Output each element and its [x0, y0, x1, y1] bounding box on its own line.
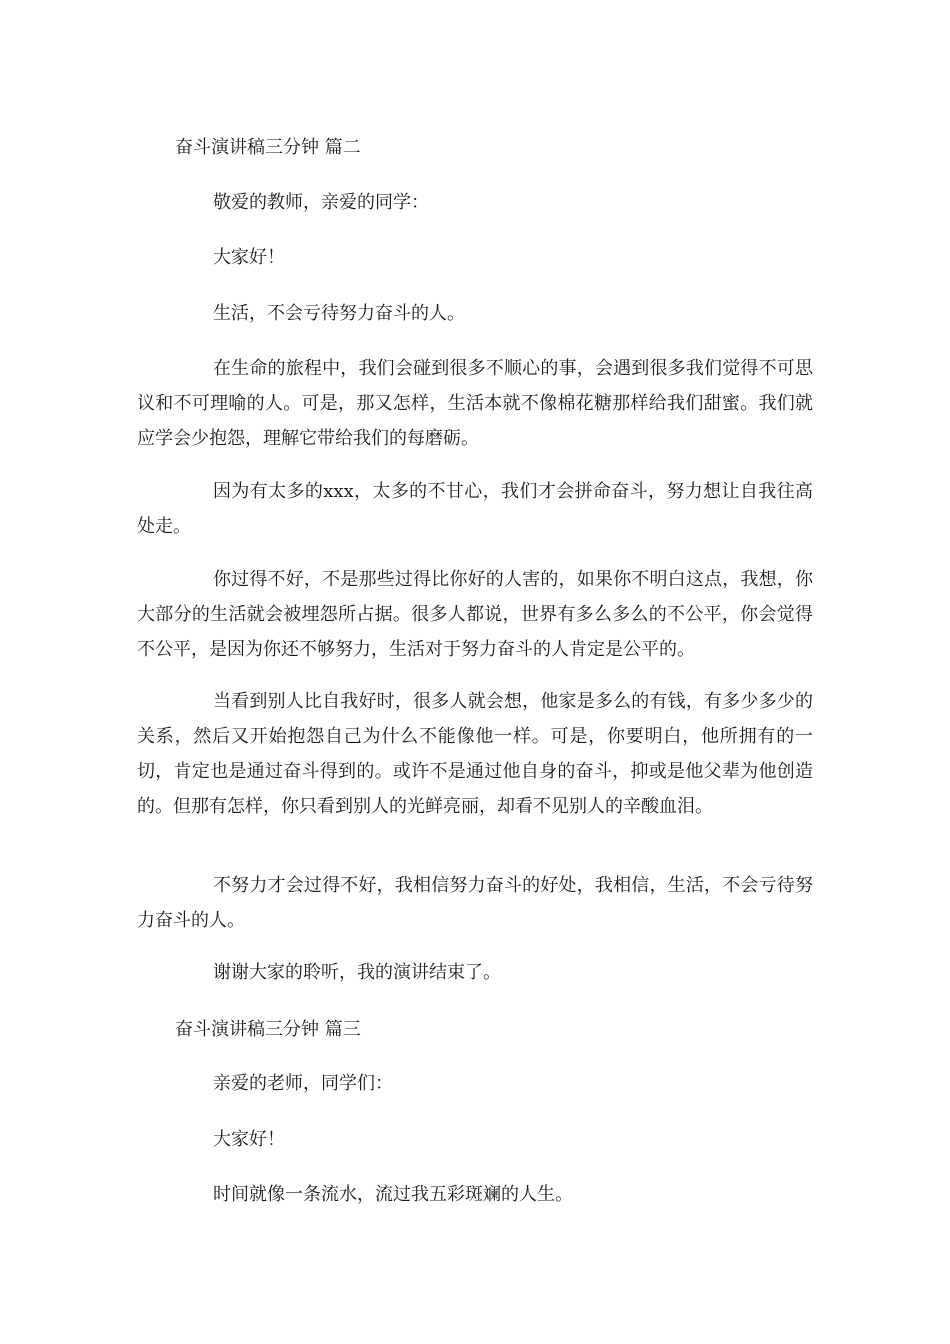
paragraph: 不努力才会过得不好，我相信努力奋斗的好处，我相信，生活，不会亏待努力奋斗的人。	[137, 875, 813, 931]
paragraph: 在生命的旅程中，我们会碰到很多不顺心的事，会遇到很多我们觉得不可思议和不可理喻的人。可是，那又怎样，生活本就不像棉花糖那样给我们甜蜜。我们就应学会少抱怨，理解它带给我们的每磨砺。	[137, 358, 813, 449]
section-title-2: 奋斗演讲稿三分钟 篇二	[175, 137, 361, 158]
hello-3: 大家好！	[213, 1129, 285, 1150]
paragraph: 你过得不好，不是那些过得比你好的人害的，如果你不明白这点，我想，你大部分的生活就会被埋怨所占据。很多人都说，世界有多么多么的不公平，你会觉得不公平，是因为你还不够努力，生活对于努力奋斗的人肯定是公平的。	[137, 569, 813, 660]
closing-2: 谢谢大家的聆听，我的演讲结束了。	[213, 962, 501, 983]
paragraph: 时间就像一条流水，流过我五彩斑斓的人生。	[213, 1184, 573, 1205]
greeting-3: 亲爱的老师，同学们：	[213, 1073, 393, 1094]
section-title-3: 奋斗演讲稿三分钟 篇三	[175, 1019, 361, 1040]
paragraph: 当看到别人比自我好时，很多人就会想，他家是多么的有钱，有多少多少的关系，然后又开始抱怨自己为什么不能像他一样。可是，你要明白，他所拥有的一切，肯定也是通过奋斗得到的。或许不是通过他自身的奋斗，抑或是他父辈为他创造的。但那有怎样，你只看到别人的光鲜亮丽，却看不见别人的辛酸血泪。	[137, 691, 813, 817]
paragraph: 因为有太多的xxx，太多的不甘心，我们才会拼命奋斗，努力想让自我往高处走。	[137, 481, 813, 537]
paragraph: 生活，不会亏待努力奋斗的人。	[213, 303, 465, 324]
greeting-2: 敬爱的教师，亲爱的同学：	[213, 192, 429, 213]
hello-2: 大家好！	[213, 247, 285, 268]
